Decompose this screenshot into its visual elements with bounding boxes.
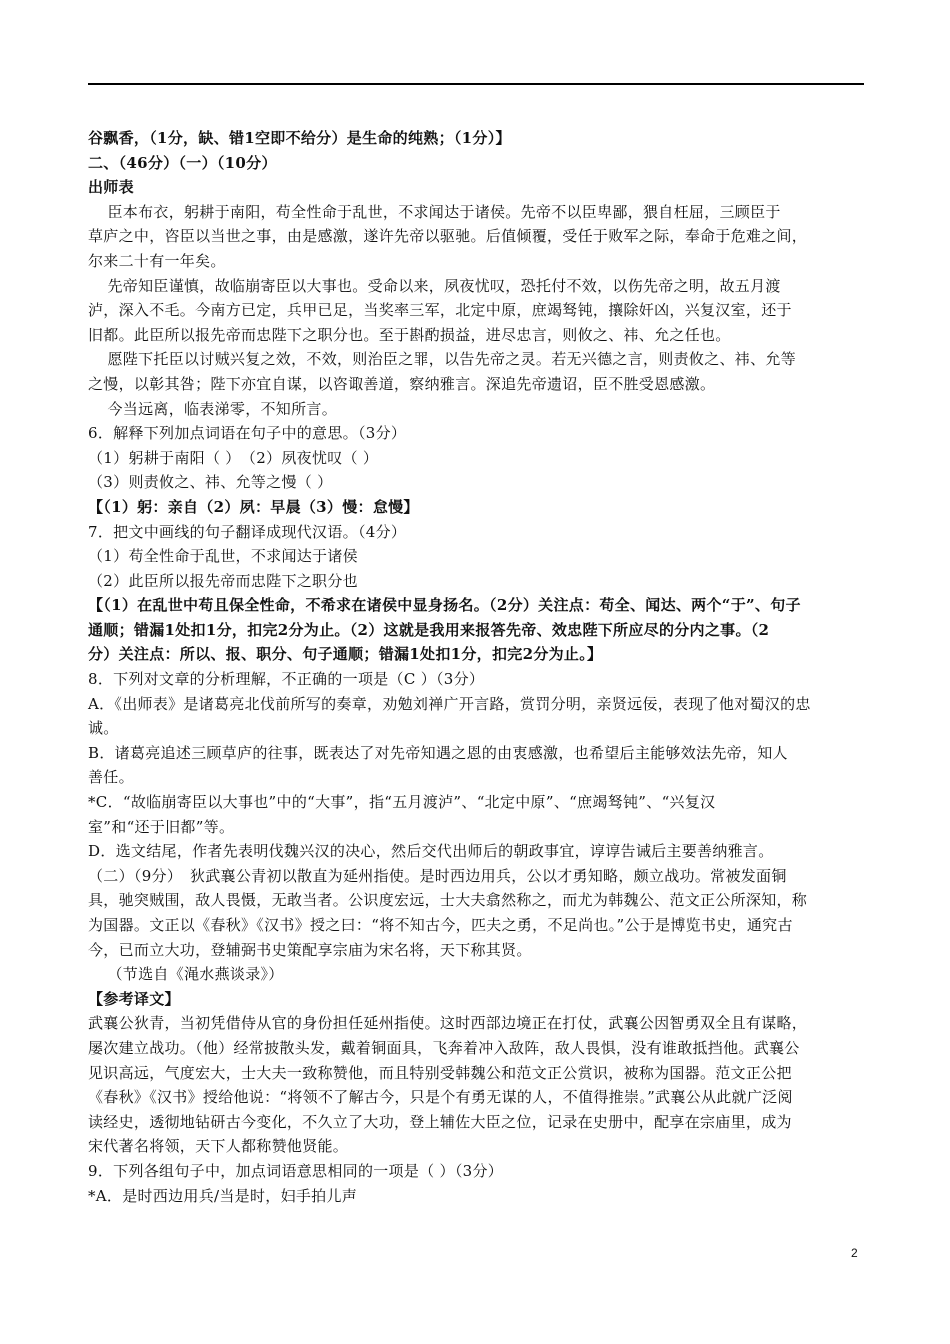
passage-line: 臣本布衣，躬耕于南阳，苟全性命于乱世，不求闻达于诸侯。先帝不以臣卑鄙，猥自枉屈，三顾臣于 bbox=[107, 202, 781, 221]
translation-line: 武襄公狄青，当初凭借侍从官的身份担任延州指使。这时西部边境正在打仗，武襄公因智勇双全且有谋略， bbox=[88, 1014, 808, 1033]
question-7-answer: 分）关注点：所以、报、职分、句子通顺；错漏1处扣1分，扣完2分为止。】 bbox=[88, 645, 603, 664]
passage-line: 之慢，以彰其咎；陛下亦宜自谋，以咨诹善道，察纳雅言。深追先帝遗诏，臣不胜受恩感激。 bbox=[88, 374, 716, 393]
header-rule bbox=[88, 83, 864, 85]
question-8-option: 善任。 bbox=[88, 768, 134, 787]
passage-title: 出师表 bbox=[88, 178, 134, 197]
passage-2-line: 具，驰突贼围，敌人畏慑，无敢当者。公识度宏远，士大夫翕然称之，而尤为韩魏公、范文正公所深知，称 bbox=[88, 891, 808, 910]
translation-line: 见识高远，气度宏大，士大夫一致称赞他，而且特别受韩魏公和范文正公赏识，被称为国器。范文正公把 bbox=[88, 1063, 792, 1082]
question-7: 7．把文中画线的句子翻译成现代汉语。（4分） bbox=[88, 522, 407, 541]
question-9: 9．下列各组句子中，加点词语意思相同的一项是（ ）（3分） bbox=[88, 1161, 504, 1180]
passage-line: 今当远离，临表涕零，不知所言。 bbox=[107, 399, 338, 418]
question-6-item: （3）则责攸之、祎、允等之慢（ ） bbox=[88, 473, 333, 492]
passage-2-line: 今，已而立大功，登辅弼书史策配享宗庙为宋名将，天下称其贤。 bbox=[88, 940, 532, 959]
passage-line: 先帝知臣谨慎，故临崩寄臣以大事也。受命以来，夙夜忧叹，恐托付不效，以伤先帝之明，故五月渡 bbox=[107, 276, 781, 295]
page-number: 2 bbox=[851, 1246, 858, 1260]
translation-line: 宋代著名将领，天下人都称赞他贤能。 bbox=[88, 1137, 349, 1156]
question-8-option: A．《出师表》是诸葛亮北伐前所写的奏章，劝勉刘禅广开言路，赏罚分明，亲贤远佞，表现了他对蜀汉的忠 bbox=[88, 694, 811, 713]
question-6-item: （1）躬耕于南阳（ ） （2）夙夜忧叹（ ） bbox=[88, 448, 379, 467]
translation-heading: 【参考译文】 bbox=[88, 989, 180, 1008]
passage-line: 旧都。此臣所以报先帝而忠陛下之职分也。至于斟酌损益，进尽忠言，则攸之、祎、允之任也。 bbox=[88, 325, 731, 344]
question-6-answer: 【（1）躬：亲自（2）夙：早晨（3）慢：怠慢】 bbox=[88, 497, 419, 516]
answer-line: 谷飘香，（1分，缺、错1空即不给分）是生命的纯熟；（1分）】 bbox=[88, 129, 511, 147]
question-8-option: 诚。 bbox=[88, 719, 119, 738]
section-heading: 二、（46分）（一）（10分） bbox=[88, 153, 277, 172]
question-6: 6．解释下列加点词语在句子中的意思。（3分） bbox=[88, 424, 407, 443]
question-7-item: （2）此臣所以报先帝而忠陛下之职分也 bbox=[88, 571, 358, 590]
question-8-option: B．诸葛亮追述三顾草庐的往事，既表达了对先帝知遇之恩的由衷感激，也希望后主能够效法先帝，知人 bbox=[88, 743, 788, 762]
passage-2-line: 为国器。文正以《春秋》《汉书》授之曰：“将不知古今，匹夫之勇，不足尚也。”公于是博览书史，通究古 bbox=[88, 916, 793, 934]
question-7-answer: 【（1）在乱世中苟且保全性命，不希求在诸侯中显身扬名。（2分）关注点：苟全、闻达、两个“于”、句子 bbox=[88, 596, 801, 615]
question-9-option: *A．是时西边用兵/当是时，妇手拍儿声 bbox=[88, 1186, 358, 1205]
question-8-option: D．选文结尾，作者先表明伐魏兴汉的决心，然后交代出师后的朝政事宜，谆谆告诫后主要善纳雅言。 bbox=[88, 842, 774, 861]
translation-line: 读经史，透彻地钻研古今变化，不久立了大功，登上辅佐大臣之位，记录在史册中，配享在宗庙里，成为 bbox=[88, 1112, 792, 1131]
question-7-item: （1）苟全性命于乱世，不求闻达于诸侯 bbox=[88, 547, 358, 566]
translation-line: 屡次建立战功。（他）经常披散头发，戴着铜面具，飞奔着冲入敌阵，敌人畏惧，没有谁敢抵挡他。武襄公 bbox=[88, 1038, 800, 1057]
passage-line: 草庐之中，咨臣以当世之事，由是感激，遂许先帝以驱驰。后值倾覆，受任于败军之际，奉命于危难之间， bbox=[88, 227, 808, 246]
passage-line: 尔来二十有一年矣。 bbox=[88, 251, 226, 270]
translation-line: 《春秋》《汉书》授给他说：“将领不了解古今，只是个有勇无谋的人，不值得推崇。”武襄公从此就广泛阅 bbox=[88, 1088, 793, 1107]
question-8-option: 室”和“还于旧都”等。 bbox=[88, 817, 235, 836]
document-body bbox=[88, 126, 864, 1208]
question-8: 8．下列对文章的分析理解，不正确的一项是（C ）（3分） bbox=[88, 670, 485, 689]
passage-2-source: （节选自《渑水燕谈录》） bbox=[107, 965, 284, 984]
question-8-option: *C．“故临崩寄臣以大事也”中的“大事”，指“五月渡泸”、“北定中原”、“庶竭驽钝”、“兴复汉 bbox=[88, 793, 716, 812]
question-7-answer: 通顺；错漏1处扣1分，扣完2分为止。（2）这就是我用来报答先帝、效忠陛下所应尽的分内之事。（2 bbox=[88, 620, 770, 639]
passage-2-line: （二）（9分） 狄武襄公青初以散直为延州指使。是时西边用兵，公以才勇知略，颇立战功。常被发面铜 bbox=[88, 866, 787, 885]
passage-line: 泸，深入不毛。今南方已定，兵甲已足，当奖率三军，北定中原，庶竭驽钝，攘除奸凶，兴复汉室，还于 bbox=[88, 301, 792, 320]
passage-line: 愿陛下托臣以讨贼兴复之效，不效，则治臣之罪，以告先帝之灵。若无兴德之言，则责攸之、祎、允等 bbox=[107, 350, 797, 369]
